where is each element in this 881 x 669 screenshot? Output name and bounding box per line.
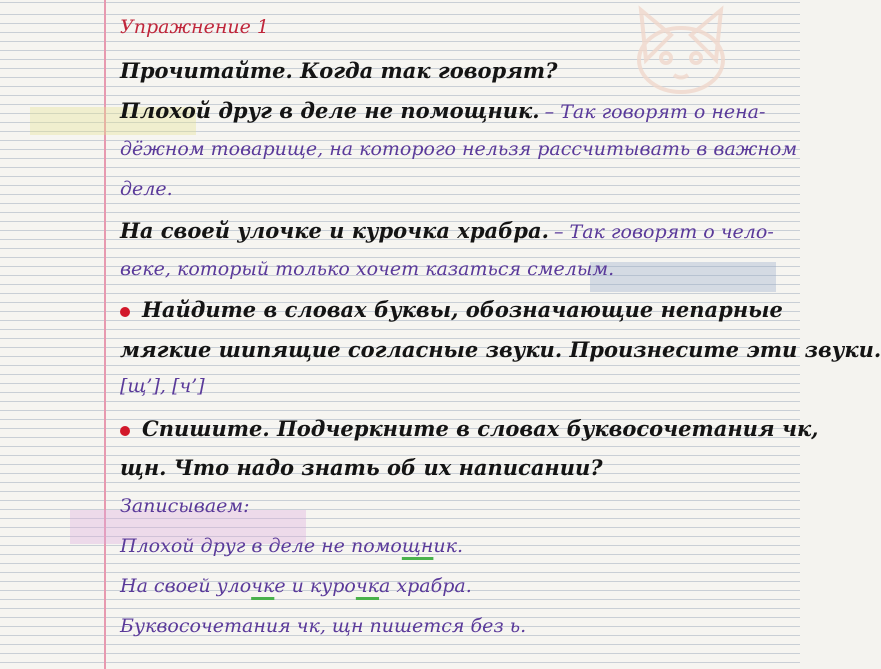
- answer-text: деле.: [120, 178, 173, 200]
- proverb-line: [120, 98, 765, 123]
- answer-text: – Так говорят о нена-: [544, 101, 766, 123]
- copied-sentence: Плохой друг в деле не помощник.: [120, 535, 464, 557]
- task-instruction: щн. Что надо знать об их написании?: [120, 455, 603, 480]
- fox-mascot-icon: [616, 0, 746, 95]
- answer-text: – Так говорят о чело-: [553, 221, 774, 243]
- writing-label: Записываем:: [120, 495, 250, 517]
- sounds-answer: [щ’], [ч’]: [120, 375, 205, 397]
- copied-sentence: Буквосочетания чк, щн пишется без ь.: [120, 615, 527, 637]
- task-instruction: Спишите. Подчеркните в словах буквосочетания чк,: [120, 416, 819, 441]
- watermark: [590, 262, 776, 292]
- exercise-title: Упражнение 1: [120, 16, 269, 38]
- letter-combination-underline: чк: [251, 575, 275, 597]
- proverb-text: Плохой друг в деле не помощник.: [120, 98, 540, 123]
- proverb-text: На своей улочке и курочка храбра.: [120, 218, 549, 243]
- task-instruction: Прочитайте. Когда так говорят?: [120, 58, 558, 83]
- proverb-line: [120, 218, 774, 243]
- task-instruction: Найдите в словах буквы, обозначающие непарные: [120, 297, 783, 322]
- bullet-dot-icon: [120, 426, 130, 436]
- answer-text: веке, который только хочет казаться смелым.: [120, 258, 615, 280]
- copied-sentence: На своей улочке и курочка храбра.: [120, 575, 472, 597]
- task-instruction: мягкие шипящие согласные звуки. Произнесите эти звуки.: [120, 337, 881, 362]
- bullet-dot-icon: [120, 307, 130, 317]
- letter-combination-underline: чк: [355, 575, 380, 597]
- answer-text: дёжном товарище, на которого нельзя рассчитывать в важном: [120, 138, 798, 160]
- letter-combination-underline: щн: [401, 535, 434, 557]
- margin-line: [104, 0, 106, 669]
